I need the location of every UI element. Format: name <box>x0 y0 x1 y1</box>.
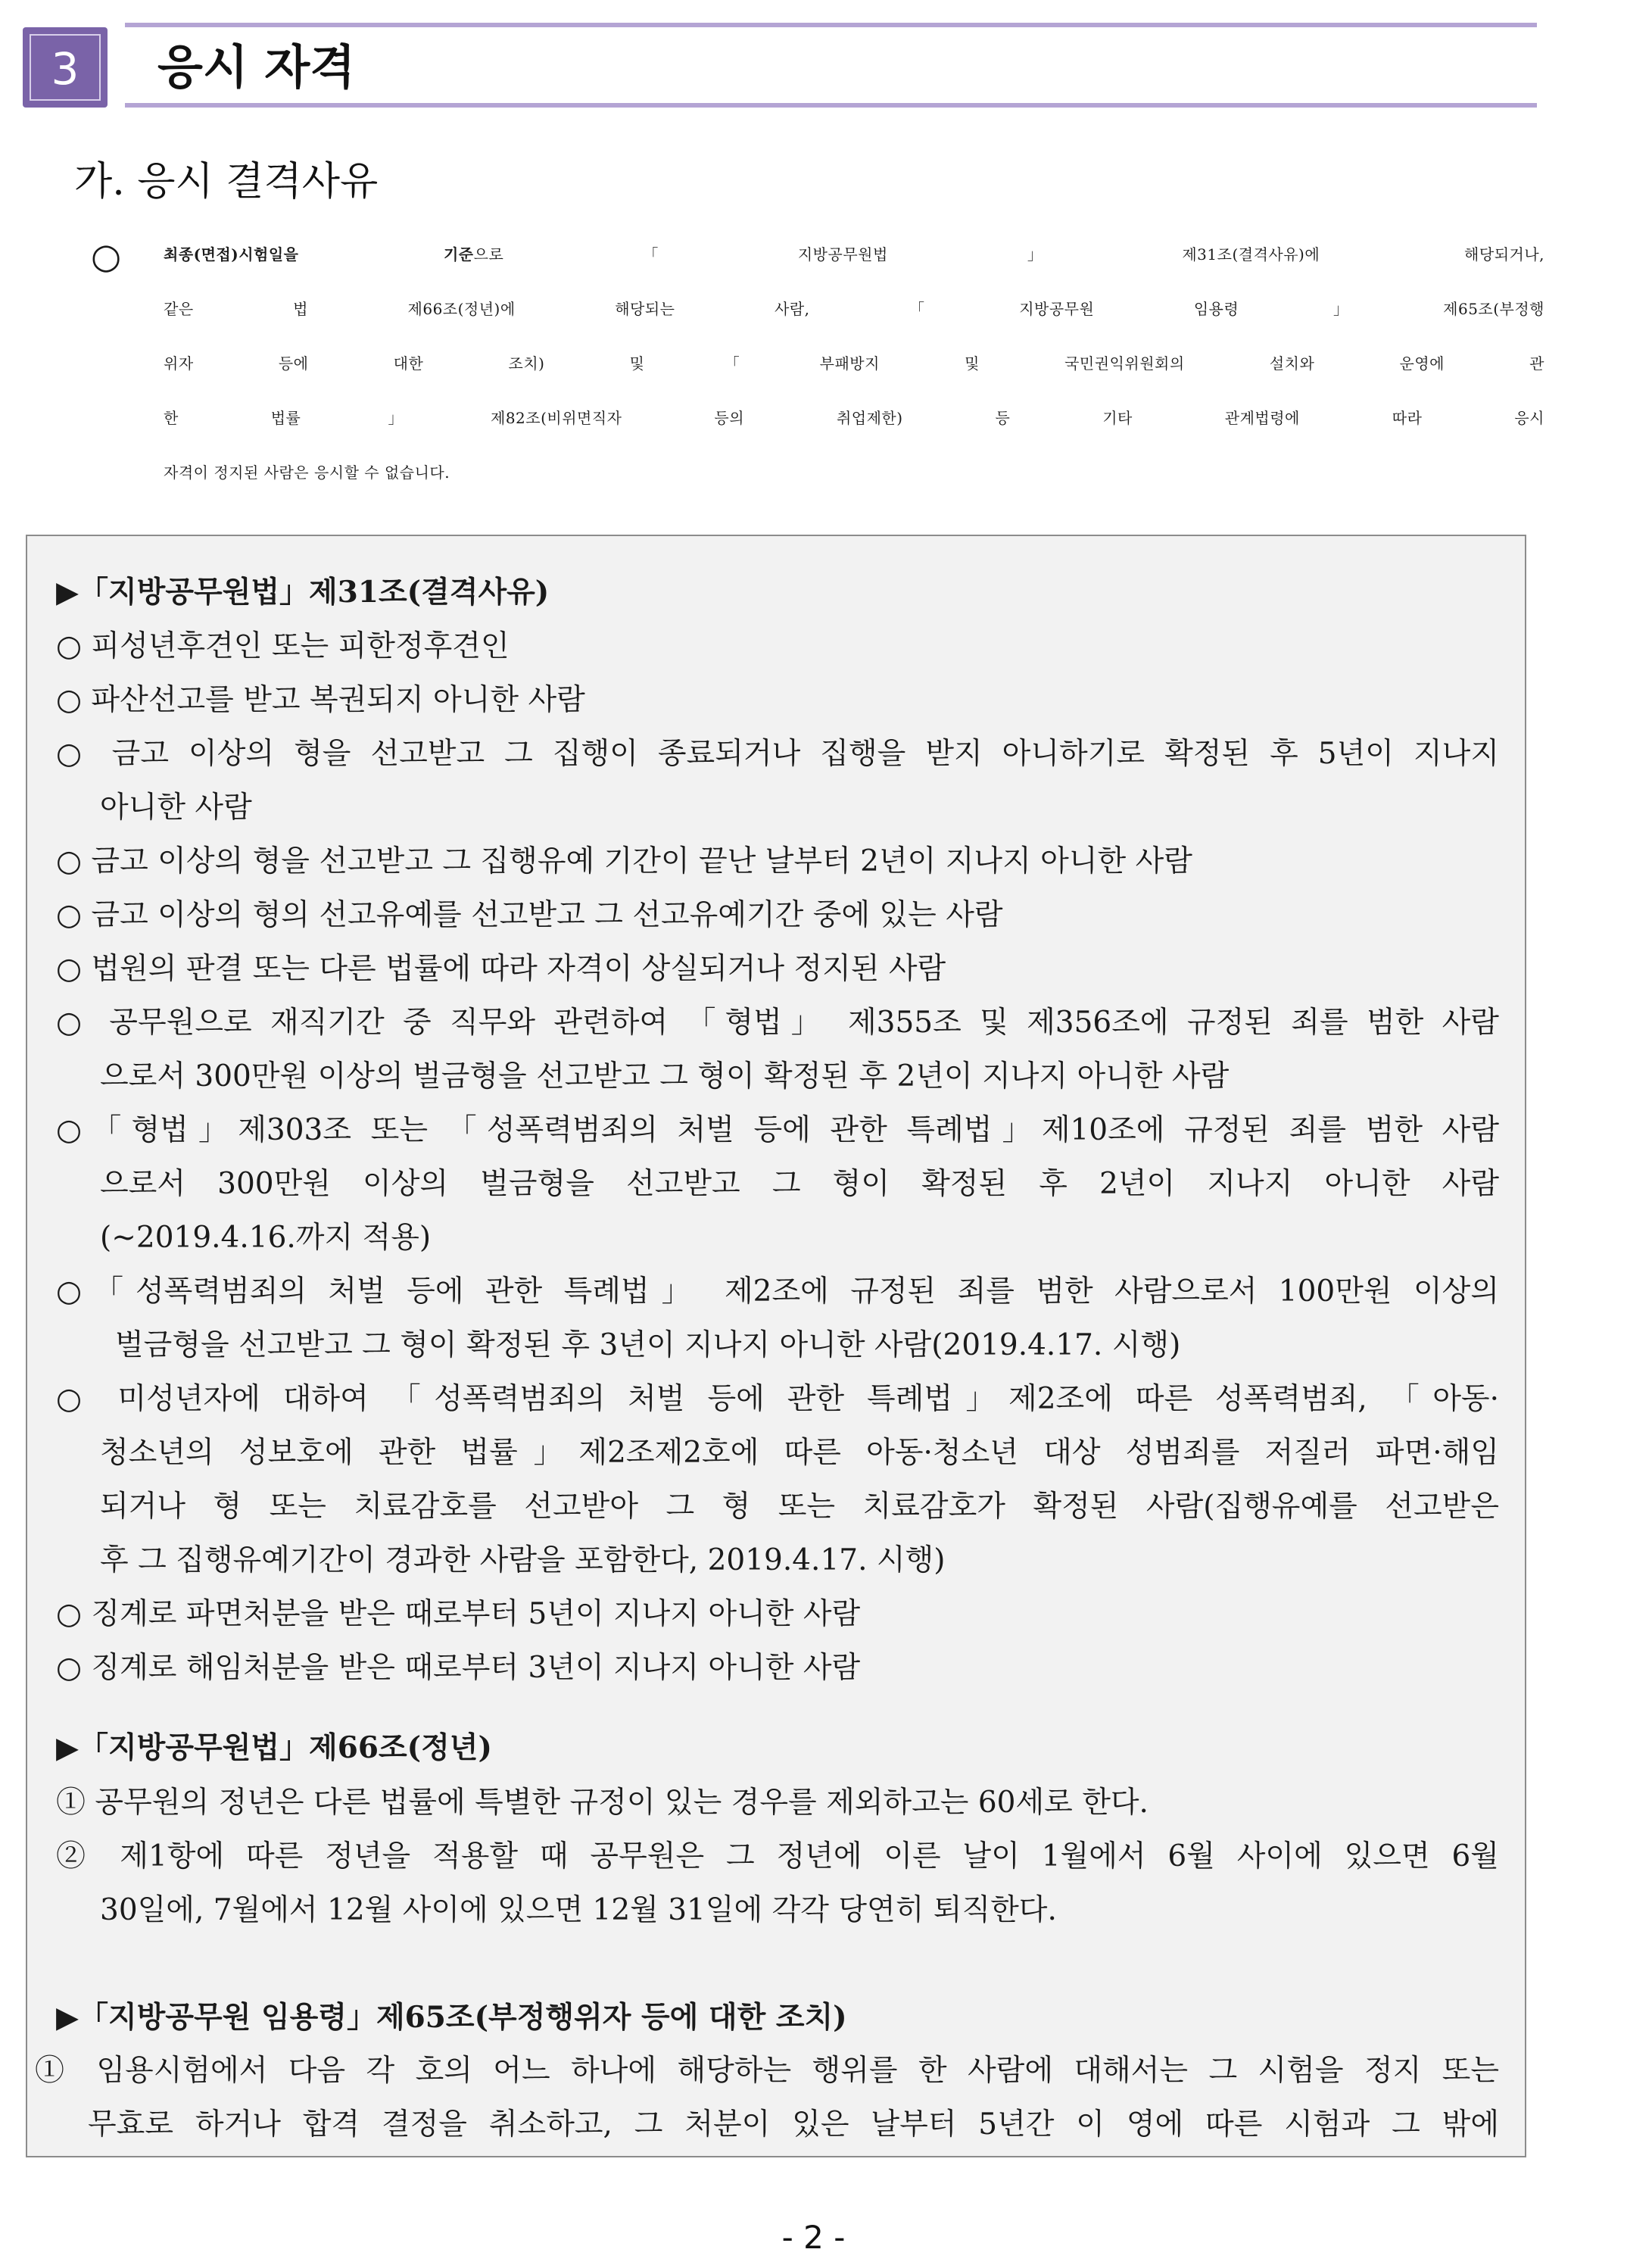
law-item: ○ 징계로 파면처분을 받은 때로부터 5년이 지나지 아니한 사람 <box>56 1597 861 1631</box>
intro-line: 위자 등에 대한 조치) 및「부패방지 및 국민권익위원회의 설치와 운영에 관 <box>164 354 1544 373</box>
section-number: 3 <box>30 34 101 101</box>
law-item-continued: 으로서 300만원 이상의 벌금형을 선고받고 그 형이 확정된 후 2년이 지나지 아니한 사람 <box>100 1167 1499 1201</box>
sub-heading: 가. 응시 결격사유 <box>74 159 379 204</box>
law-item: ○「형법」제303조 또는 「성폭력범죄의 처벌 등에 관한 특례법」제10조에 규정된 죄를 범한 사람 <box>56 1113 1499 1147</box>
intro-line <box>164 227 1544 282</box>
section-title: 응시 자격 <box>157 39 356 95</box>
law-item-continued: 아니한 사람 <box>100 791 252 825</box>
law-item: ○ 공무원으로 재직기간 중 직무와 관련하여 「형법」 제355조 및 제356조에 규정된 죄를 범한 사람 <box>56 1006 1499 1040</box>
law-item: ○ 금고 이상의 형의 선고유예를 선고받고 그 선고유예기간 중에 있는 사람 <box>56 898 1003 932</box>
law-item-continued: 되거나 형 또는 치료감호를 선고받아 그 형 또는 치료감호가 확정된 사람(집행유예를 선고받은 <box>100 1490 1499 1524</box>
intro-bullet: ○ <box>91 236 122 276</box>
intro-line: 자격이 정지된 사람은 응시할 수 없습니다. <box>164 463 450 482</box>
law-item: ○ 피성년후견인 또는 피한정후견인 <box>56 629 510 663</box>
law-excerpt-box <box>26 535 1526 2157</box>
law-item: ○ 금고 이상의 형을 선고받고 그 집행이 종료되거나 집행을 받지 아니하기로 확정된 후 5년이 지나지 <box>56 737 1500 771</box>
law-item: ② 제1항에 따른 정년을 적용할 때 공무원은 그 정년에 이른 날이 1월에서 6월 사이에 있으면 6월 <box>56 1839 1499 1873</box>
law-item: ○ 금고 이상의 형을 선고받고 그 집행유예 기간이 끝난 날부터 2년이 지나지 아니한 사람 <box>56 844 1192 878</box>
intro-line: 한 법률」제82조(비위면직자 등의 취업제한) 등 기타 관계법령에 따라 응시 <box>164 409 1544 427</box>
law-item: ① 임용시험에서 다음 각 호의 어느 하나에 해당하는 행위를 한 사람에 대해서는 그 시험을 정지 또는 <box>35 2054 1499 2088</box>
law-item: ○ 법원의 판결 또는 다른 법률에 따라 자격이 상실되거나 정지된 사람 <box>56 952 946 986</box>
section-number-badge <box>23 27 108 108</box>
law-item-continued: 무효로 하거나 합격 결정을 취소하고, 그 처분이 있은 날부터 5년간 이 영에 따른 시험과 그 밖에 <box>88 2107 1499 2142</box>
law-item-continued: 후 그 집행유예기간이 경과한 사람을 포함한다, 2019.4.17. 시행) <box>100 1543 946 1577</box>
law-item-continued: (~2019.4.16.까지 적용) <box>100 1221 432 1255</box>
header-rule-top <box>125 23 1537 27</box>
law-item-continued: 으로서 300만원 이상의 벌금형을 선고받고 그 형이 확정된 후 2년이 지나지 아니한 사람 <box>100 1059 1230 1093</box>
intro-emphasis: 최종(면접)시험일을 기준 <box>164 245 474 264</box>
section-header <box>23 23 1537 110</box>
law-heading-article31: ▶「지방공무원법」제31조(결격사유) <box>56 575 550 610</box>
intro-line-rest: 으로「지방공무원법」제31조(결격사유)에 해당되거나, <box>473 245 1545 264</box>
law-item: ○ 미성년자에 대하여 「성폭력범죄의 처벌 등에 관한 특례법」제2조에 따른 성폭력범죄, 「아동· <box>56 1382 1499 1416</box>
law-item: ① 공무원의 정년은 다른 법률에 특별한 규정이 있는 경우를 제외하고는 60세로 한다. <box>56 1786 1149 1820</box>
intro-line: 같은 법 제66조(정년)에 해당되는 사람, 「지방공무원 임용령」제65조(부정행 <box>164 300 1544 318</box>
header-rule-bottom <box>125 103 1537 108</box>
law-item-continued: 벌금형을 선고받고 그 형이 확정된 후 3년이 지나지 아니한 사람(2019.4.17. 시행) <box>115 1328 1181 1362</box>
intro-text <box>164 227 1544 500</box>
law-item-continued: 30일에, 7월에서 12월 사이에 있으면 12월 31일에 각각 당연히 퇴직한다. <box>100 1893 1057 1927</box>
law-heading-decree65: ▶「지방공무원 임용령」제65조(부정행위자 등에 대한 조치) <box>56 2000 847 2035</box>
law-item-continued: 청소년의 성보호에 관한 법률」제2조제2호에 따른 아동·청소년 대상 성범죄를 저질러 파면·해임 <box>100 1436 1499 1470</box>
law-item: ○「성폭력범죄의 처벌 등에 관한 특례법」 제2조에 규정된 죄를 범한 사람으로서 100만원 이상의 <box>56 1274 1499 1309</box>
law-heading-article66: ▶「지방공무원법」제66조(정년) <box>56 1730 492 1765</box>
law-item: ○ 파산선고를 받고 복권되지 아니한 사람 <box>56 683 585 717</box>
page-number: - 2 - <box>781 2219 846 2256</box>
law-item: ○ 징계로 해임처분을 받은 때로부터 3년이 지나지 아니한 사람 <box>56 1651 861 1685</box>
